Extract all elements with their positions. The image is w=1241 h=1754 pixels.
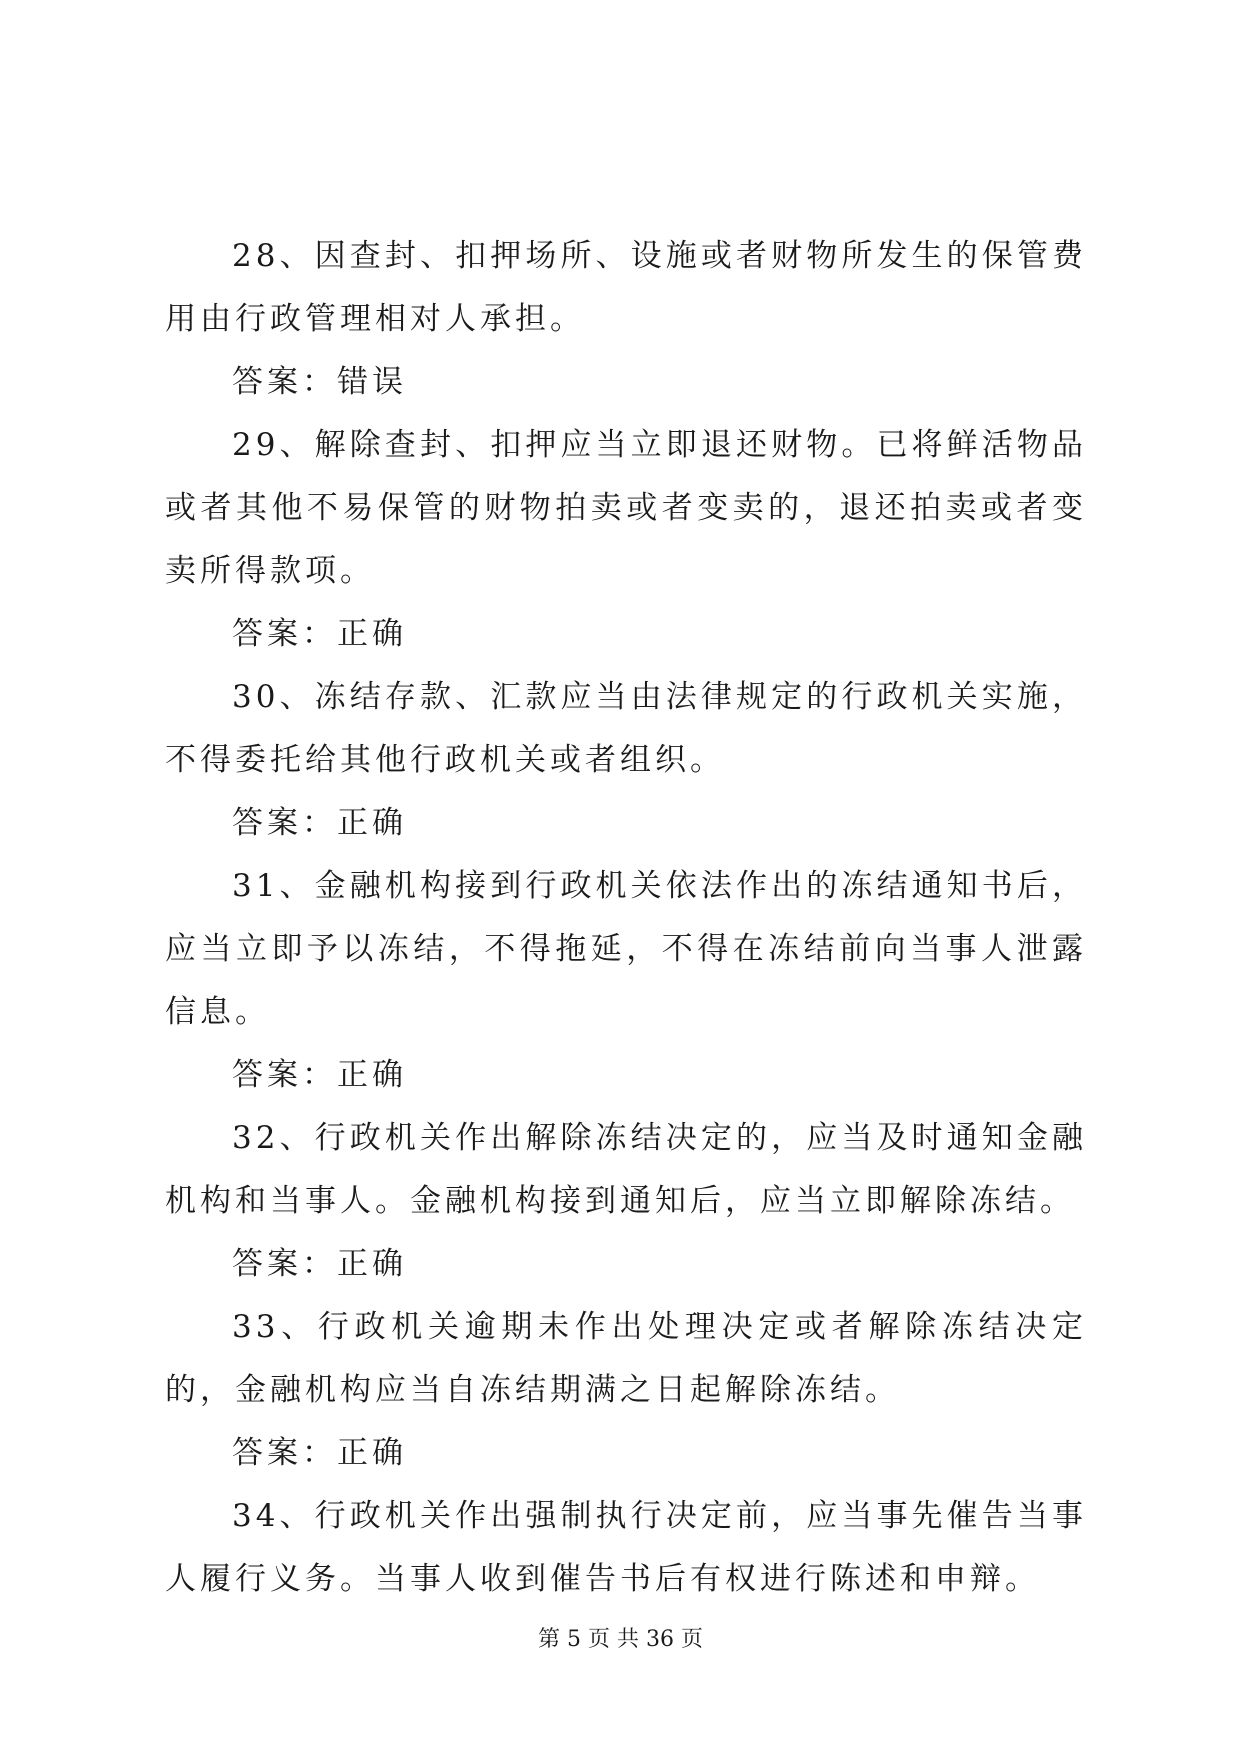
answer-33: 答案：正确 xyxy=(232,1435,407,1471)
question-33: 33、行政机关逾期未作出处理决定或者解除冻结决定的，金融机构应当自冻结期满之日起解除冻结。 xyxy=(165,1309,1087,1408)
question-32: 32、行政机关作出解除冻结决定的，应当及时通知金融机构和当事人。金融机构接到通知后，应当立即解除冻结。 xyxy=(165,1120,1087,1219)
answer-31: 答案：正确 xyxy=(232,1057,407,1093)
question-30: 30、冻结存款、汇款应当由法律规定的行政机关实施，不得委托给其他行政机关或者组织。 xyxy=(165,679,1087,778)
question-34: 34、行政机关作出强制执行决定前，应当事先催告当事人履行义务。当事人收到催告书后有权进行陈述和申辩。 xyxy=(165,1498,1087,1597)
page-body xyxy=(165,225,1087,1611)
answer-29: 答案：正确 xyxy=(232,616,407,652)
question-31: 31、金融机构接到行政机关依法作出的冻结通知书后，应当立即予以冻结，不得拖延，不得在冻结前向当事人泄露信息。 xyxy=(165,868,1087,1030)
answer-30: 答案：正确 xyxy=(232,805,407,841)
page-number-footer: 第 5 页 共 36 页 xyxy=(538,1627,703,1652)
answer-32: 答案：正确 xyxy=(232,1246,407,1282)
answer-28: 答案：错误 xyxy=(232,364,407,400)
question-29: 29、解除查封、扣押应当立即退还财物。已将鲜活物品或者其他不易保管的财物拍卖或者变卖的，退还拍卖或者变卖所得款项。 xyxy=(165,427,1087,589)
question-28: 28、因查封、扣押场所、设施或者财物所发生的保管费用由行政管理相对人承担。 xyxy=(165,238,1087,337)
